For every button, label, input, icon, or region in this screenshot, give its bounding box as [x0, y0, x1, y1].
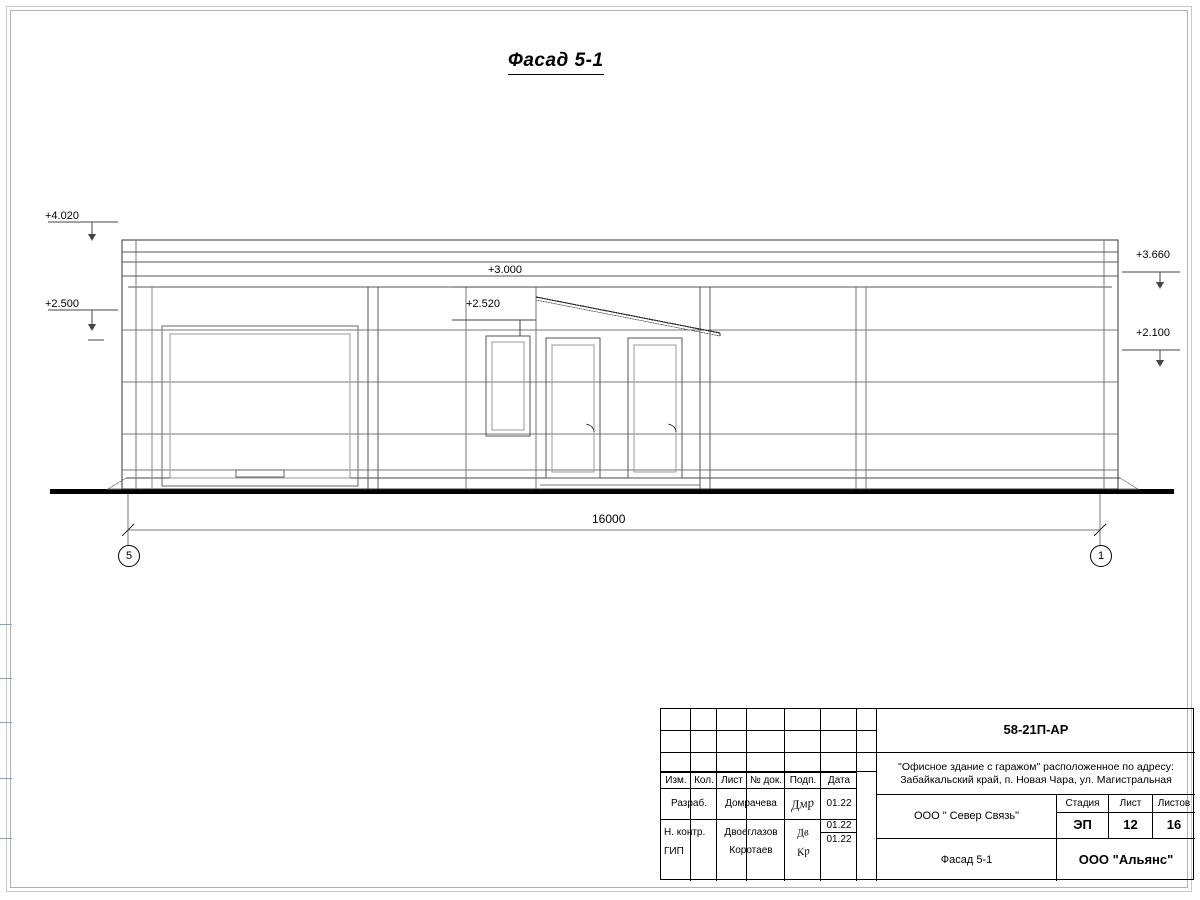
customer-name: ООО " Север Связь" [877, 795, 1057, 839]
level-label-2100: +2.100 [1136, 327, 1170, 339]
left-margin-stub-1 [0, 624, 12, 625]
axis-bubble-1: 1 [1090, 545, 1112, 567]
stage-header: Стадия [1057, 795, 1109, 813]
revision-block-right-edge [857, 709, 877, 881]
role-name-gip: Коротаев [729, 845, 773, 857]
role-date-gip: 01.22 [826, 834, 852, 846]
role-name-razrab: Домрачева [717, 789, 785, 820]
page-title: Фасад 5-1 [508, 50, 604, 75]
title-block [660, 708, 1194, 880]
object-description [877, 753, 1195, 795]
role-label-gip: ГИП [664, 846, 684, 857]
sheets-header: Листов [1153, 795, 1195, 813]
role-label-nkontr: Н. контр. [664, 827, 706, 839]
level-label-4020: +4.020 [45, 210, 79, 222]
sheet-title: Фасад 5-1 [877, 839, 1057, 881]
role-date-nkontr: 01.22 [821, 820, 857, 833]
left-margin-stub-2 [0, 678, 12, 679]
signature-gip: Кр [795, 844, 811, 859]
role-label-razrab: Разраб. [661, 789, 717, 820]
revision-header-kol: Кол. [691, 772, 717, 789]
revision-header-ndok: № док. [747, 772, 785, 789]
sheets-value: 16 [1153, 813, 1195, 839]
revision-header-izm: Изм. [661, 772, 691, 789]
left-margin-stub-5 [0, 838, 12, 839]
revision-header-data: Дата [821, 772, 857, 789]
left-margin-stub-4 [0, 778, 12, 779]
company-name: ООО "Альянс" [1078, 851, 1174, 867]
axis-bubble-5: 5 [118, 545, 140, 567]
left-margin-stub-3 [0, 722, 12, 723]
object-description-line2: Забайкальский край, п. Новая Чара, ул. Магистральная [900, 773, 1172, 786]
revision-header-podp: Подп. [785, 772, 821, 789]
level-label-3660: +3.660 [1136, 249, 1170, 261]
role-date-razrab: 01.22 [821, 789, 857, 820]
object-description-line1: "Офисное здание с гаражом" расположенное по адресу: [898, 761, 1174, 774]
level-label-2520: +2.520 [466, 298, 500, 310]
revision-header-list: Лист [717, 772, 747, 789]
role-sign-gip [785, 839, 821, 865]
signature-razrab: Дмр [790, 794, 816, 813]
stage-value: ЭП [1057, 813, 1109, 839]
overall-dimension-label: 16000 [592, 512, 626, 526]
sheet-header: Лист [1109, 795, 1153, 813]
signature-nkontr: Дв [796, 825, 810, 840]
role-name-nkontr: Двоеглазов [724, 827, 778, 839]
role-sign-razrab [785, 789, 821, 820]
document-number: 58-21П-АР [877, 709, 1195, 753]
level-label-2500: +2.500 [45, 298, 79, 310]
level-label-3000: +3.000 [488, 264, 522, 276]
sheet-value: 12 [1109, 813, 1153, 839]
